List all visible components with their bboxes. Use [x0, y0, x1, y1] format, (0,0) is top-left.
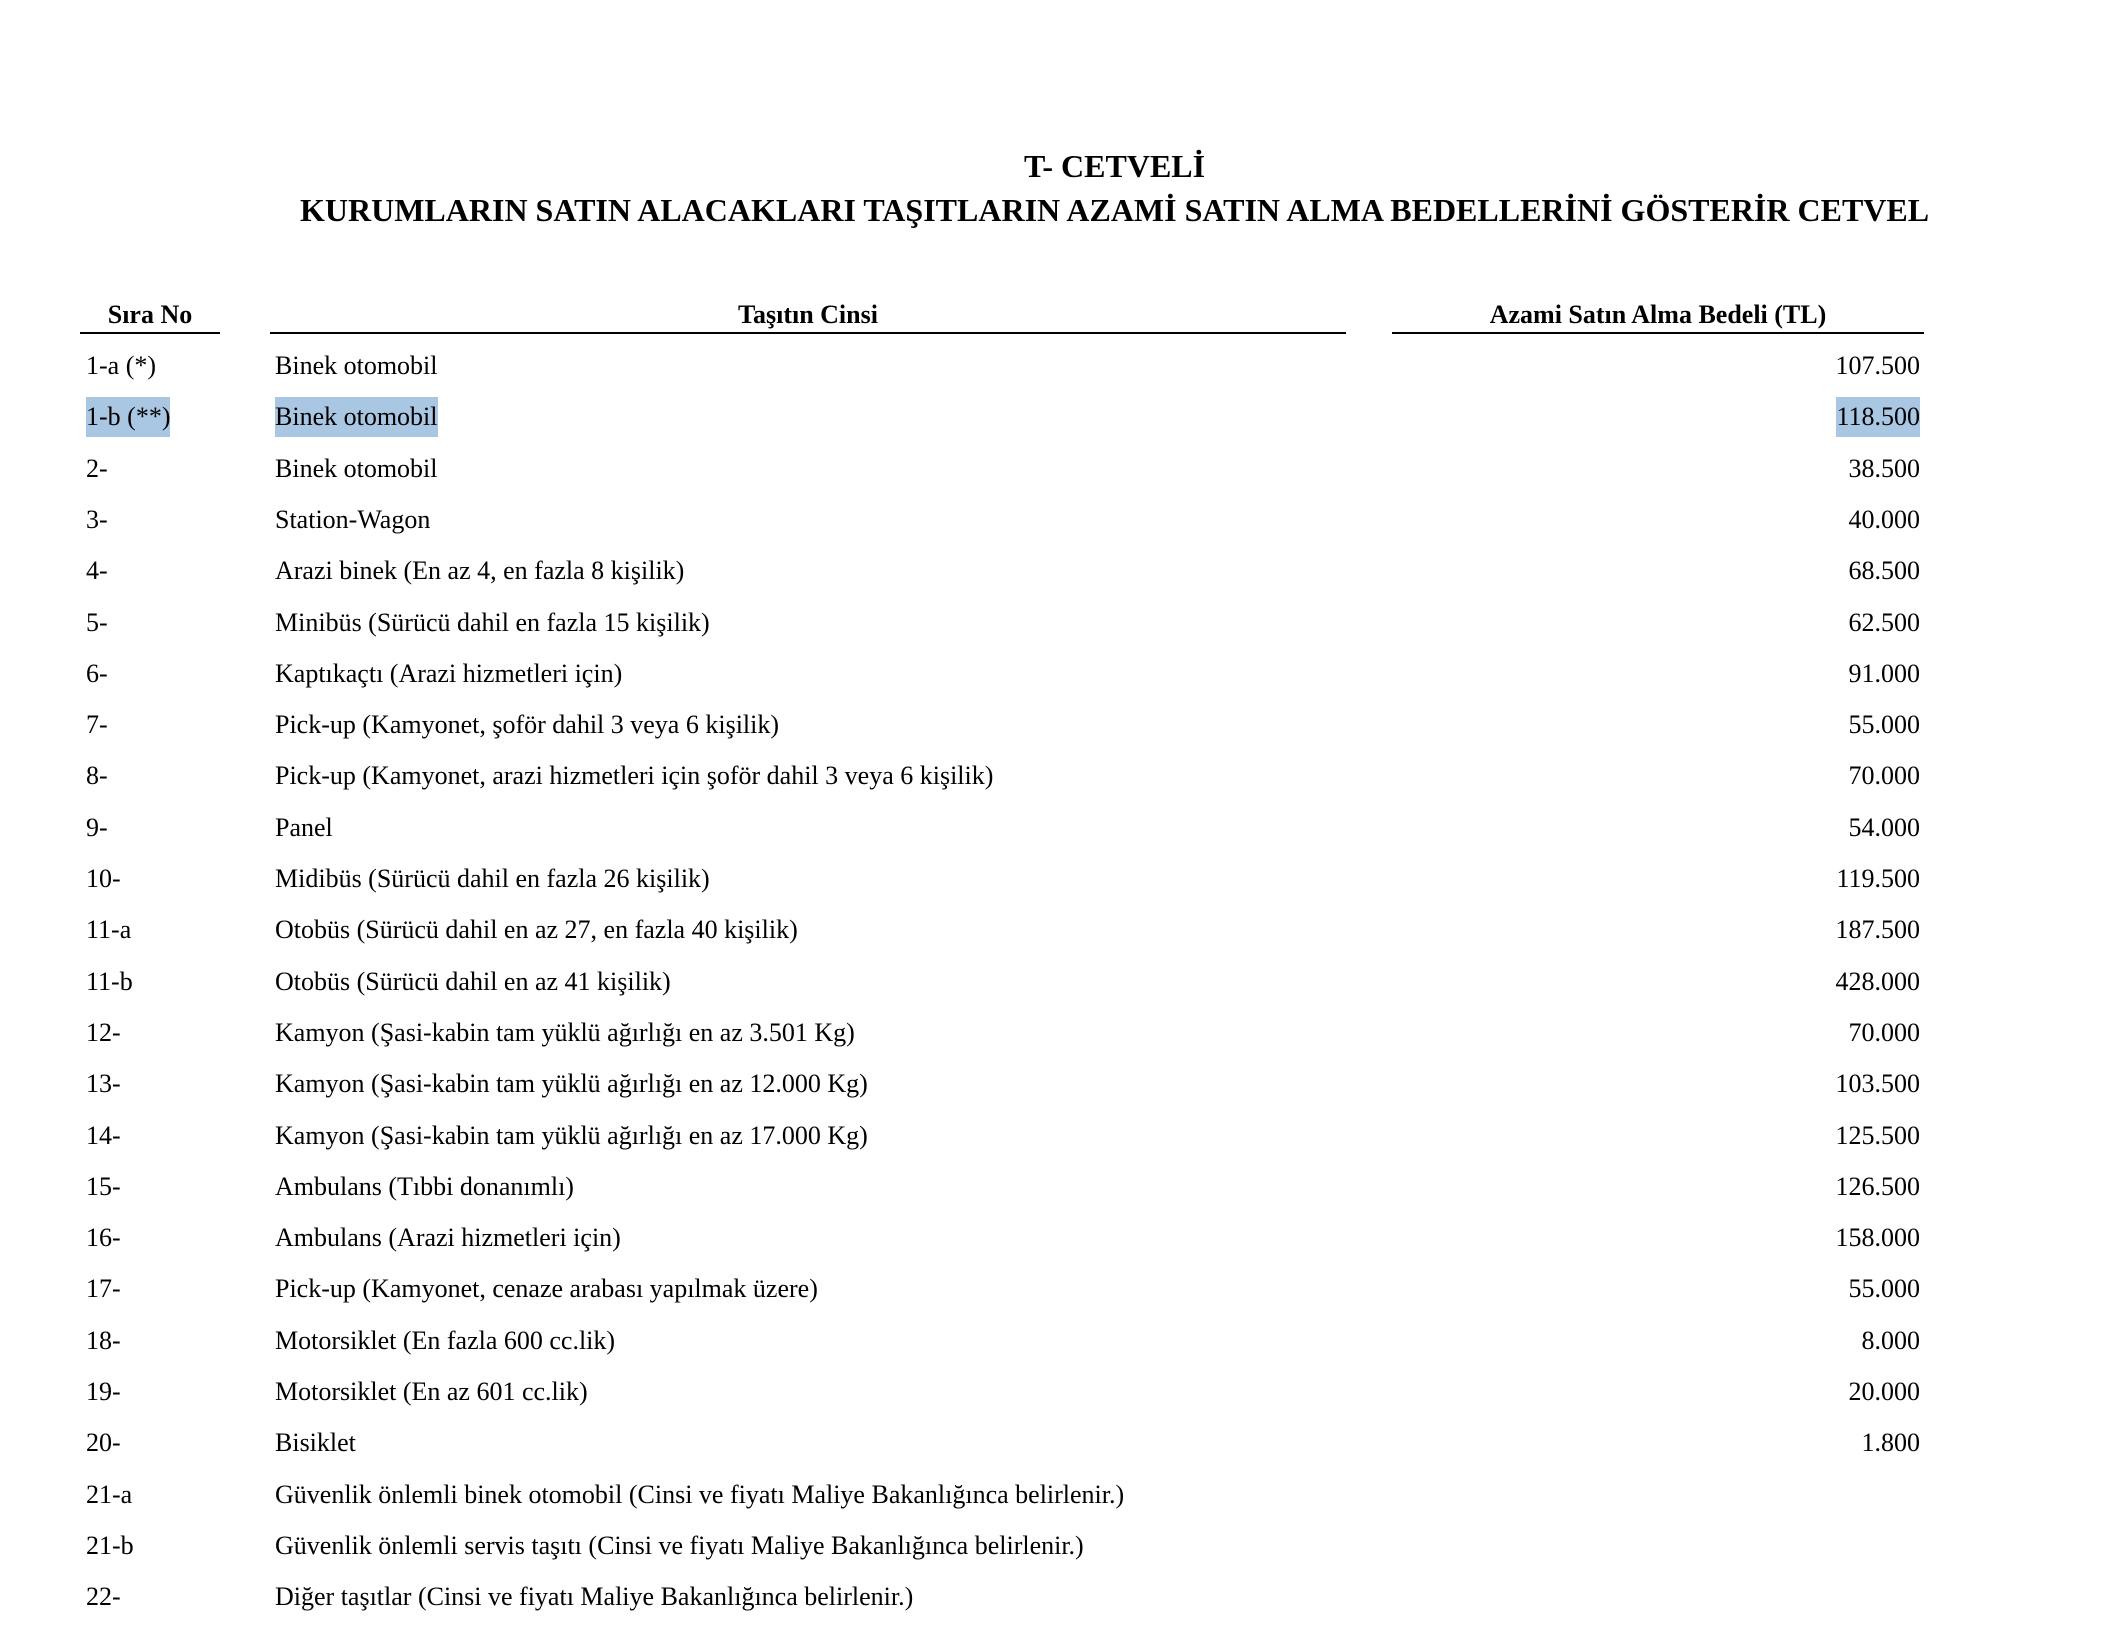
row-sira-no: 18-: [86, 1325, 121, 1355]
row-sira-no: 8-: [86, 761, 108, 791]
document-title-block: [300, 146, 1929, 186]
table-row: [0, 756, 2106, 796]
row-tasit-cinsi: Motorsiklet (En az 601 cc.lik): [275, 1377, 588, 1406]
table-row: [0, 1475, 2106, 1515]
table-row: [0, 500, 2106, 540]
row-azami-bedel: 187.500: [1835, 915, 1920, 945]
row-sira-no: 9-: [86, 812, 108, 842]
table-row: [0, 808, 2106, 848]
row-azami-bedel: 55.000: [1848, 710, 1920, 740]
row-azami-bedel: 55.000: [1848, 1274, 1920, 1304]
row-azami-bedel: 158.000: [1835, 1223, 1920, 1253]
row-tasit-cinsi: Binek otomobil: [275, 397, 438, 437]
table-row: [0, 346, 2106, 386]
row-tasit-cinsi: Binek otomobil: [275, 453, 438, 483]
row-azami-bedel: 70.000: [1848, 761, 1920, 791]
table-row: [0, 1321, 2106, 1361]
table-row: [0, 859, 2106, 899]
row-tasit-cinsi: Ambulans (Arazi hizmetleri için): [275, 1223, 621, 1253]
table-row: [0, 1064, 2106, 1104]
row-sira-no: 3-: [86, 504, 108, 534]
table-row: [0, 654, 2106, 694]
row-sira-no: 21-b: [86, 1530, 134, 1560]
row-sira-no: 17-: [86, 1274, 121, 1304]
row-sira-no: 14-: [86, 1120, 121, 1150]
table-row: [0, 1577, 2106, 1617]
table-row: [0, 705, 2106, 745]
table-row: [0, 1526, 2106, 1566]
row-tasit-cinsi: Pick-up (Kamyonet, arazi hizmetleri için şoför dahil 3 veya 6 kişilik): [275, 761, 994, 791]
table-row: [0, 603, 2106, 643]
row-tasit-cinsi: Diğer taşıtlar (Cinsi ve fiyatı Maliye Bakanlığınca belirlenir.): [275, 1582, 914, 1612]
row-azami-bedel: 8.000: [1861, 1325, 1920, 1355]
row-tasit-cinsi: Güvenlik önlemli servis taşıtı (Cinsi ve fiyatı Maliye Bakanlığınca belirlenir.): [275, 1530, 1084, 1560]
row-tasit-cinsi: Bisiklet: [275, 1428, 356, 1458]
row-tasit-cinsi: Station-Wagon: [275, 504, 431, 534]
row-sira-no: 20-: [86, 1428, 121, 1458]
column-header-sira-no: Sıra No: [80, 298, 220, 334]
row-tasit-cinsi: Güvenlik önlemli binek otomobil (Cinsi ve fiyatı Maliye Bakanlığınca belirlenir.): [275, 1479, 1125, 1509]
document-subtitle: KURUMLARIN SATIN ALACAKLARI TAŞITLARIN AZAMİ SATIN ALMA BEDELLERİNİ GÖSTERİR CETVEL: [300, 192, 1930, 228]
row-azami-bedel: 91.000: [1848, 658, 1920, 688]
row-tasit-cinsi: Kamyon (Şasi-kabin tam yüklü ağırlığı en az 3.501 Kg): [275, 1017, 855, 1047]
table-row: [0, 1013, 2106, 1053]
row-tasit-cinsi: Arazi binek (En az 4, en fazla 8 kişilik): [275, 556, 685, 586]
row-sira-no: 6-: [86, 658, 108, 688]
row-tasit-cinsi: Kamyon (Şasi-kabin tam yüklü ağırlığı en az 17.000 Kg): [275, 1120, 868, 1150]
row-azami-bedel: 20.000: [1848, 1377, 1920, 1406]
row-tasit-cinsi: Otobüs (Sürücü dahil en az 41 kişilik): [275, 966, 671, 996]
row-tasit-cinsi: Kamyon (Şasi-kabin tam yüklü ağırlığı en az 12.000 Kg): [275, 1069, 868, 1099]
row-sira-no: 1-b (**): [86, 397, 170, 437]
row-sira-no: 21-a: [86, 1479, 133, 1509]
row-tasit-cinsi: Binek otomobil: [275, 351, 438, 380]
table-row: [0, 1116, 2106, 1156]
column-header-azami-bedel: Azami Satın Alma Bedeli (TL): [1392, 298, 1924, 334]
table-row: [0, 1423, 2106, 1463]
row-azami-bedel: 107.500: [1835, 351, 1920, 380]
column-header-tasit-cinsi: Taşıtın Cinsi: [270, 298, 1346, 334]
row-sira-no: 11-a: [86, 915, 132, 945]
row-tasit-cinsi: Ambulans (Tıbbi donanımlı): [275, 1171, 574, 1201]
row-azami-bedel: 118.500: [1836, 397, 1920, 437]
row-sira-no: 1-a (*): [86, 351, 157, 380]
table-row: [0, 397, 2106, 437]
table-row: [0, 1218, 2106, 1258]
row-sira-no: 5-: [86, 607, 108, 637]
row-sira-no: 16-: [86, 1223, 121, 1253]
row-azami-bedel: 126.500: [1835, 1171, 1920, 1201]
table-row: [0, 1372, 2106, 1412]
row-azami-bedel: 1.800: [1861, 1428, 1920, 1458]
row-sira-no: 4-: [86, 556, 108, 586]
row-tasit-cinsi: Pick-up (Kamyonet, cenaze arabası yapılmak üzere): [275, 1274, 818, 1304]
row-tasit-cinsi: Minibüs (Sürücü dahil en fazla 15 kişilik): [275, 607, 710, 637]
table-row: [0, 1269, 2106, 1309]
table-row: [0, 910, 2106, 950]
row-azami-bedel: 125.500: [1835, 1120, 1920, 1150]
row-sira-no: 2-: [86, 453, 108, 483]
row-azami-bedel: 62.500: [1848, 607, 1920, 637]
row-sira-no: 7-: [86, 710, 108, 740]
document-title: T- CETVELİ: [1023, 148, 1206, 184]
row-azami-bedel: 70.000: [1848, 1017, 1920, 1047]
row-azami-bedel: 428.000: [1835, 966, 1920, 996]
row-sira-no: 10-: [86, 864, 121, 893]
row-tasit-cinsi: Midibüs (Sürücü dahil en fazla 26 kişilik): [275, 864, 710, 893]
row-sira-no: 11-b: [86, 966, 133, 996]
row-tasit-cinsi: Motorsiklet (En fazla 600 cc.lik): [275, 1325, 616, 1355]
row-sira-no: 19-: [86, 1377, 121, 1406]
row-azami-bedel: 119.500: [1836, 864, 1920, 893]
row-tasit-cinsi: Otobüs (Sürücü dahil en az 27, en fazla 40 kişilik): [275, 915, 798, 945]
row-sira-no: 13-: [86, 1069, 121, 1099]
row-tasit-cinsi: Kaptıkaçtı (Arazi hizmetleri için): [275, 658, 623, 688]
row-sira-no: 12-: [86, 1017, 121, 1047]
table-row: [0, 551, 2106, 591]
row-tasit-cinsi: Pick-up (Kamyonet, şoför dahil 3 veya 6 kişilik): [275, 710, 780, 740]
row-azami-bedel: 38.500: [1848, 453, 1920, 483]
row-azami-bedel: 54.000: [1848, 812, 1920, 842]
table-row: [0, 962, 2106, 1002]
row-tasit-cinsi: Panel: [275, 812, 333, 842]
row-azami-bedel: 40.000: [1848, 504, 1920, 534]
row-azami-bedel: 68.500: [1848, 556, 1920, 586]
row-sira-no: 22-: [86, 1582, 121, 1612]
row-sira-no: 15-: [86, 1171, 121, 1201]
table-row: [0, 449, 2106, 489]
table-row: [0, 1167, 2106, 1207]
row-azami-bedel: 103.500: [1835, 1069, 1920, 1099]
